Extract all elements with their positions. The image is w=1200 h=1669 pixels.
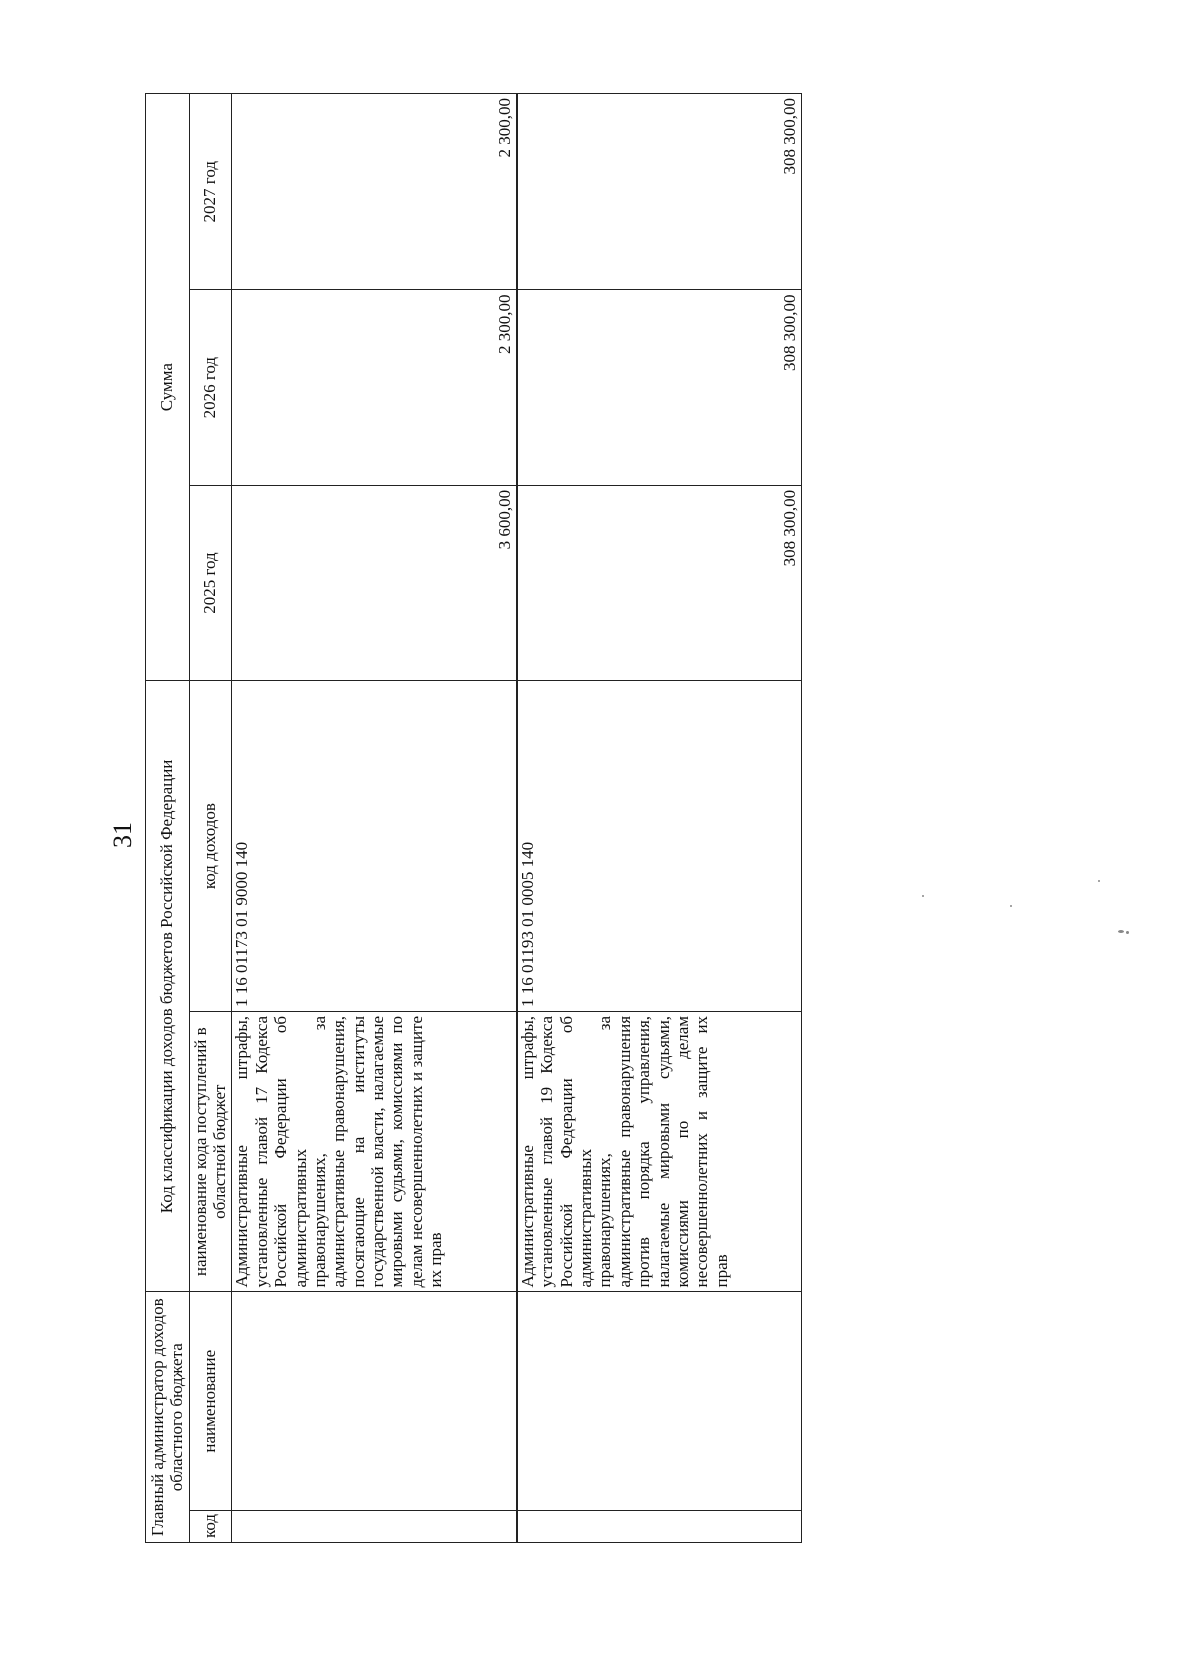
cell-sum-2026: 2 300,00: [232, 290, 517, 485]
header-sum-group: Сумма: [146, 94, 190, 681]
cell-sum-2025: 308 300,00: [517, 485, 802, 680]
scan-speck: [1118, 930, 1124, 933]
revenue-table-rotated: [145, 93, 845, 1543]
header-year-2026: 2026 год: [190, 290, 232, 485]
table-row: [232, 94, 517, 1543]
header-code-group: Код классификации доходов бюджетов Российской Федерации: [146, 681, 190, 1292]
header-year-2027: 2027 год: [190, 94, 232, 290]
page-number: 31: [108, 822, 137, 848]
cell-sum-2027: 308 300,00: [517, 94, 802, 290]
header-naimenovanie: наименование: [190, 1292, 232, 1510]
header-year-2025: 2025 год: [190, 485, 232, 680]
cell-sum-2025: 3 600,00: [232, 485, 517, 680]
cell-code: 1 16 01193 01 0005 140: [517, 681, 802, 1012]
scan-speck: [922, 895, 924, 897]
cell-sum-2027: 2 300,00: [232, 94, 517, 290]
scan-speck: [1126, 931, 1129, 934]
cell-kod: [517, 1510, 802, 1542]
cell-code: 1 16 01173 01 9000 140: [232, 681, 517, 1012]
cell-description: Административные штрафы, установленные главой 17 Кодекса Российской Федерации об административных правонарушениях, за административные правонарушения, посягающие на институты государственной власти, налагаемые мировыми судьями, комиссиями по делам несовершеннолетних и защите их прав: [232, 1011, 517, 1292]
cell-sum-2026: 308 300,00: [517, 290, 802, 485]
cell-kod: [232, 1510, 517, 1542]
header-kod-dohodov: код доходов: [190, 681, 232, 1012]
table-row: [517, 94, 802, 1543]
header-kod: код: [190, 1510, 232, 1542]
header-naim-koda: наименование кода поступлений в областной бюджет: [190, 1011, 232, 1292]
cell-naimenovanie: [232, 1292, 517, 1510]
scan-speck: [1098, 880, 1100, 882]
cell-description: Административные штрафы, установленные главой 19 Кодекса Российской Федерации об административных правонарушениях, за административные правонарушения против порядка управления, налагаемые мировыми судьями, комиссиями по делам несовершеннолетних и защите их прав: [517, 1011, 802, 1292]
scan-speck: [1010, 905, 1012, 907]
cell-naimenovanie: [517, 1292, 802, 1510]
header-admin-group: Главный администратор доходов областного бюджета: [146, 1292, 190, 1543]
revenue-table: [145, 93, 802, 1543]
